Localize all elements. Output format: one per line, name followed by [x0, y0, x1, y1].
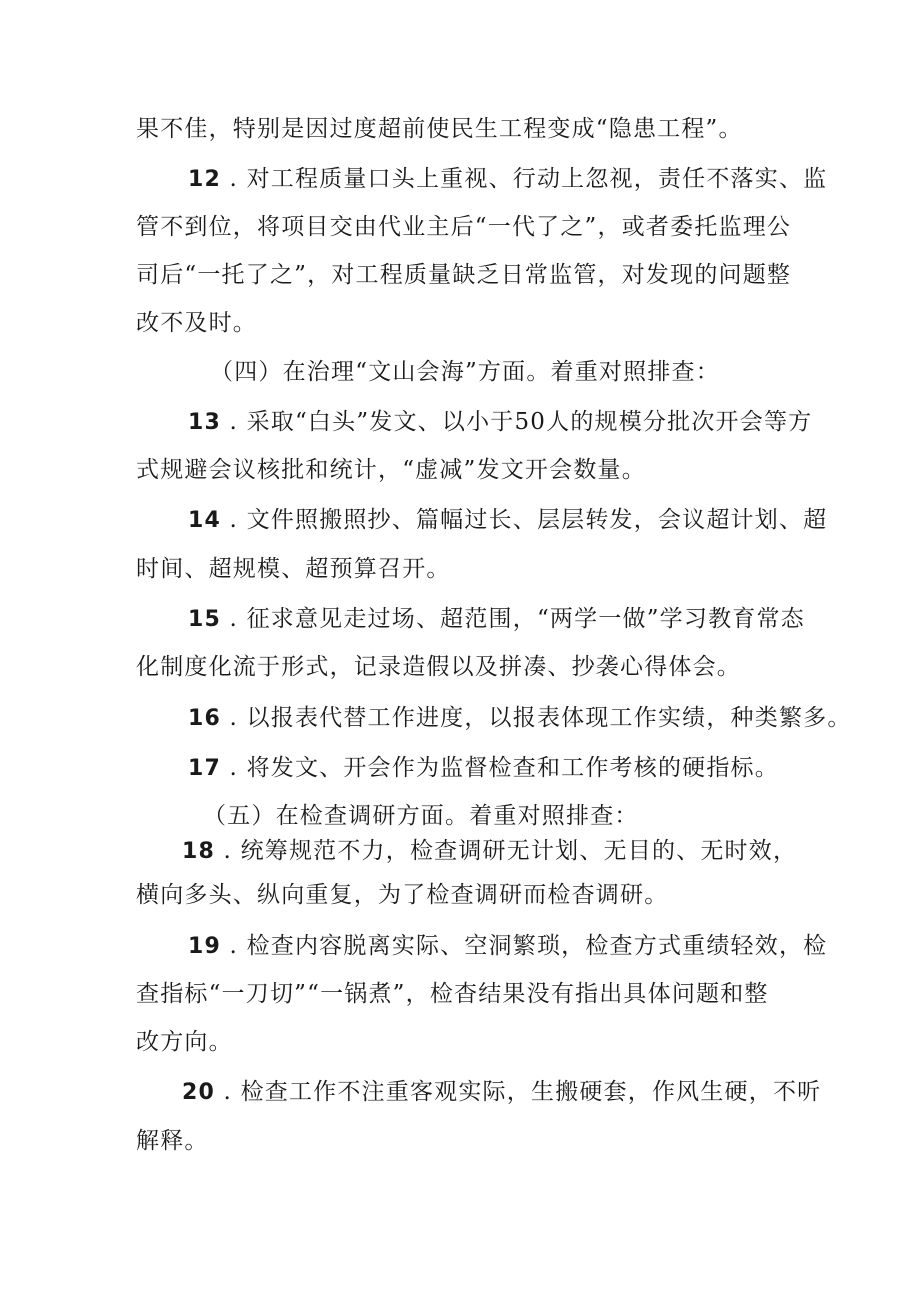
- item-dot: .: [223, 838, 233, 864]
- paragraph-line: 横向多头、纵向重复，为了检查调研而检杳调研。: [136, 882, 669, 908]
- item-number: 17: [188, 756, 222, 781]
- item-dot: .: [229, 933, 239, 959]
- paragraph-line: 改方向。: [136, 1029, 233, 1055]
- paragraph-line: 化制度化流于形式，记录造假以及拼凑、抄袭心得体会。: [136, 654, 741, 680]
- item-number: 15: [188, 607, 222, 632]
- item-text: 文件照搬照抄、篇幅过长、层层转发，会议超计划、超: [246, 507, 828, 533]
- item-12-line: [188, 164, 827, 195]
- item-15-line: [188, 604, 805, 635]
- item-text: 采取“白头”发文、以小于50人的规模分批次开会等方: [246, 409, 813, 435]
- item-dot: .: [229, 606, 239, 632]
- paragraph-line: 解释。: [136, 1128, 209, 1154]
- item-number: 13: [188, 410, 222, 435]
- paragraph-line: 改不及时。: [136, 310, 257, 336]
- item-20-line: [182, 1077, 821, 1108]
- item-number: 16: [188, 706, 222, 731]
- item-number: 12: [188, 167, 222, 192]
- item-14-line: [188, 505, 827, 536]
- item-number: 18: [182, 839, 216, 864]
- paragraph-line: 查指标“一刀切”“一锅煮”，检杳结果没有指出具体问题和整: [136, 981, 769, 1007]
- item-dot: .: [229, 755, 239, 781]
- item-17-line: [188, 753, 779, 784]
- item-text: 对工程质量口头上重视、行动上忽视，责任不落实、监: [246, 166, 828, 192]
- paragraph-line: 式规避会议核批和统计，“虚减”发文开会数量。: [136, 457, 646, 483]
- item-text: 以报表代替工作进度，以报表体现工作实绩，种类繁多。: [246, 705, 852, 731]
- item-dot: .: [229, 507, 239, 533]
- item-dot: .: [223, 1079, 233, 1105]
- item-text: 征求意见走过场、超范围，“两学一做”学习教育常态: [246, 606, 805, 632]
- item-dot: .: [229, 705, 239, 731]
- item-13-line: [188, 407, 812, 438]
- item-text: 将发文、开会作为监督检查和工作考核的硬指标。: [246, 755, 779, 781]
- item-text: 检查工作不注重客观实际，生搬硬套，作风生硬，不听: [240, 1079, 822, 1105]
- item-dot: .: [229, 166, 239, 192]
- item-dot: .: [229, 409, 239, 435]
- section-heading-four: （四）在治理“文山会海”方面。着重对照排查：: [210, 359, 720, 385]
- item-text: 检查内容脱离实际、空洞繁琐，检查方式重绩轻效，检: [246, 933, 828, 959]
- paragraph-line: 时间、超规模、超预算召开。: [136, 556, 451, 582]
- paragraph-line: 司后“一托了之”，对工程质量缺乏日常监管，对发现的问题整: [136, 262, 792, 288]
- item-number: 19: [188, 934, 222, 959]
- item-18-line: [182, 836, 797, 867]
- item-text: 统筹规范不力，检查调研无计划、无目的、无时效，: [240, 838, 798, 864]
- item-number: 14: [188, 508, 222, 533]
- section-heading-five: （五）在检查调研方面。着重对照排查：: [203, 803, 639, 829]
- item-19-line: [188, 931, 827, 962]
- item-16-line: [188, 703, 852, 734]
- paragraph-line: 果不佳，特别是因过度超前使民生工程变成“隐患工程”。: [136, 116, 743, 142]
- paragraph-line: 管不到位，将项目交由代业主后“一代了之”，或者委托监理公: [136, 214, 792, 240]
- item-number: 20: [182, 1080, 216, 1105]
